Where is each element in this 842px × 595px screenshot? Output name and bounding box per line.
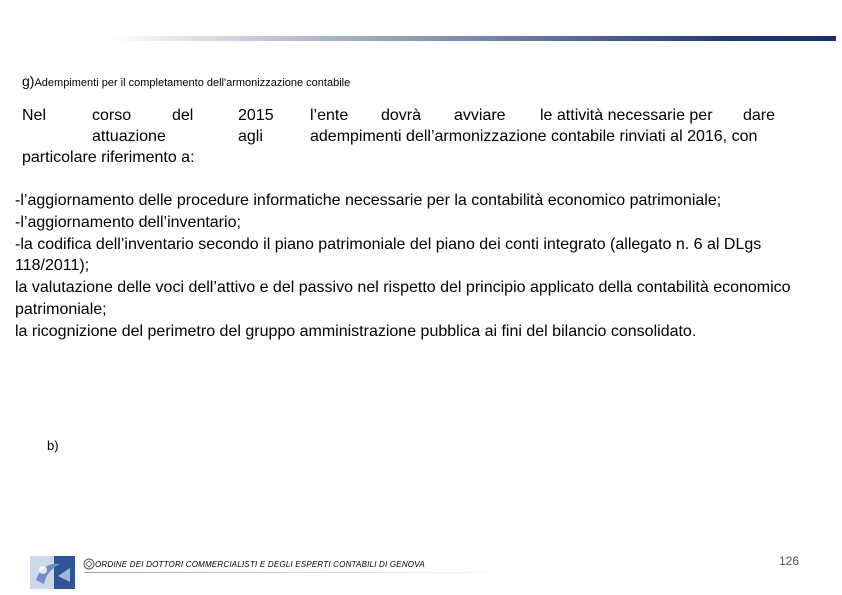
list-item: -la codifica dell’inventario secondo il piano patrimoniale del piano dei conti integrato (allegato n. 6 al DLgs 118/2011); — [15, 235, 762, 275]
section-letter: g) — [22, 73, 35, 89]
footer-organization: ORDINE DEI DOTTORI COMMERCIALISTI E DEGLI ESPERTI CONTABILI DI GENOVA — [95, 560, 425, 569]
footer-rule — [84, 572, 514, 573]
intro-word-avviare: avviare — [454, 107, 506, 124]
odcec-logo-icon — [30, 556, 75, 589]
list-item: -l’aggiornamento dell’inventario; — [15, 213, 241, 231]
intro-word-dare: dare — [743, 107, 776, 124]
intro-word-dovra: dovrà — [381, 107, 422, 124]
list-item: -l’aggiornamento delle procedure informatiche necessarie per la contabilità economico patrimoniale; — [15, 192, 722, 209]
intro-line-adempimenti: adempimenti dell’armonizzazione contabile rinviati al 2016, con — [310, 128, 758, 145]
intro-year: 2015 — [238, 107, 274, 124]
header-gradient-rule — [110, 36, 836, 41]
intro-word-attuazione: attuazione — [92, 128, 166, 145]
section-title-text: Adempimenti per il completamento dell'armonizzazione contabile — [34, 77, 351, 89]
intro-line-riferimento: particolare riferimento a: — [22, 149, 195, 166]
intro-word-del: del — [172, 107, 194, 124]
intro-word-nel: Nel — [22, 107, 47, 124]
page-number: 126 — [779, 554, 800, 568]
intro-word-agli: agli — [238, 128, 263, 145]
intro-word-attivita: le attività necessarie per — [540, 107, 713, 124]
sub-item-label: b) — [47, 438, 59, 453]
requirements-list — [15, 190, 805, 343]
footer-emblem-icon — [83, 558, 95, 570]
list-item: la valutazione delle voci dell’attivo e del passivo nel rispetto del principio applicato della contabilità economico patrimoniale; — [15, 279, 791, 318]
list-item: la ricognizione del perimetro del gruppo amministrazione pubblica ai fini del bilancio consolidato. — [15, 322, 697, 340]
section-heading — [22, 73, 350, 89]
intro-word-corso: corso — [92, 107, 132, 124]
intro-word-ente: l’ente — [310, 107, 349, 124]
